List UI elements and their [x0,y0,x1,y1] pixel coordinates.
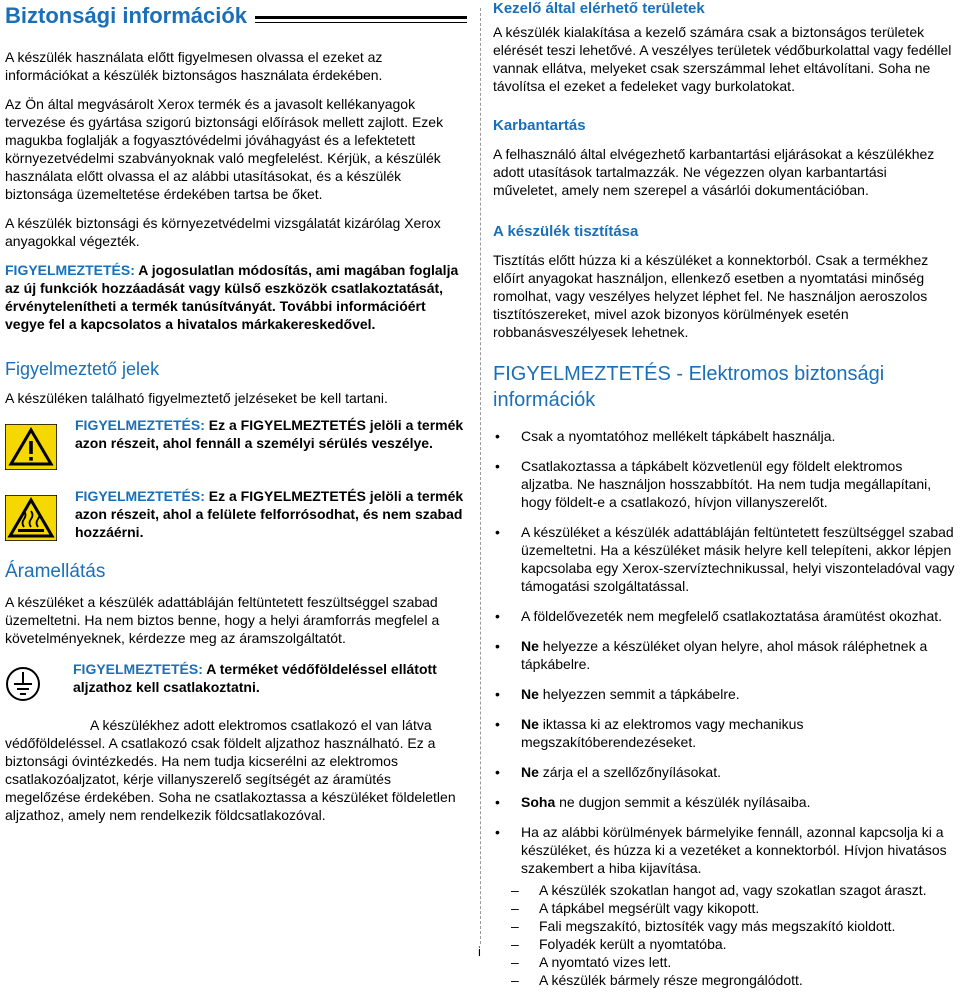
ground-warning [5,660,467,702]
column-divider [480,8,481,944]
warning-sign-1-desc: Ez a FIGYELMEZTETÉS jelöli a termék azon részeit, ahol fennáll a személyi sérülés veszélye. [75,417,464,451]
intro-paragraph-1: A készülék használata előtt figyelmesen olvassa el ezeket az információkat a készülék biztonságos használata érdekében. [5,49,383,83]
list-item: • Ne helyezzen semmit a tápkábelre. [493,685,955,703]
list-item: • Ne zárja el a szellőzőnyílásokat. [493,763,955,781]
ground-warning-desc: A terméket védőföldeléssel ellátott aljzathoz kell csatlakoztatni. [73,661,437,695]
page-number: i [478,944,481,959]
power-paragraph: A készüléket a készülék adattábláján feltüntetett feszültséggel szabad üzemeltetni. Ha nem biztos benne, hogy a helyi áramforrás megfelel a követelményeknek, kérdezze meg az áramszolgáltatót. [5,594,440,646]
list-item: • Csatlakoztassa a tápkábelt közvetlenül egy földelt elektromos aljzatba. Ne használjon hosszabbítót. Ha nem tudja megállapítani, hogy földelt-e a csatlakozó, hívjon villanyszerelőt. [493,457,955,511]
access-heading: Kezelő által elérhető területek [493,0,705,17]
sub-list-item: – A nyomtató vizes lett. [511,953,955,971]
list-item: • Ha az alábbi körülmények bármelyike fennáll, azonnal kapcsolja ki a készüléket, és húzza ki a vezetéket a konnektorból. Hívjon hivatásos szakembert a hiba kijavítása. – A készülék szokatlan hangot ad, vagy szokatlan szagot áraszt. – A tápkábel megsérült vagy kikopott. – Fali megszakító, biztosíték vagy más megszakító kioldott. – Folyadék került a nyomtatóba. – A nyomtató vizes lett. – A készülék bármely része megrongálódott. [493,823,955,989]
list-item: • A földelővezeték nem megfelelő csatlakoztatása áramütést okozhat. [493,607,955,625]
left-column [5,0,467,824]
list-item: • Ne iktassa ki az elektromos vagy mechanikus megszakítóberendezéseket. [493,715,955,751]
warning-signs-intro: A készüléken található figyelmeztető jelzéseket be kell tartani. [5,390,388,406]
intro-paragraph-3: A készülék biztonsági és környezetvédelmi vizsgálatát kizárólag Xerox anyagokkal végezték. [5,215,441,249]
sub-list-item: – A készülék szokatlan hangot ad, vagy szokatlan szagot áraszt. [511,881,955,899]
title-row [5,0,467,29]
warning-sign-2-label: FIGYELMEZTETÉS: [75,488,205,504]
sub-list-item: – A készülék bármely része megrongálódott. [511,971,955,989]
electrical-safety-list [493,427,955,989]
list-item: • Soha ne dugjon semmit a készülék nyílásaiba. [493,793,955,811]
warning-sign-1-label: FIGYELMEZTETÉS: [75,417,205,433]
protective-earth-icon [5,666,41,702]
ground-paragraph: A készülékhez adott elektromos csatlakozó el van látva védőföldeléssel. A csatlakozó csak földelt aljzathoz használható. Ez a biztonsági óvintézkedés. Ha nem tudja kicserélni az elektromos csatlakozóaljzatot, kérje villanyszerelő segítségét az áramütés megelőzése érdekében. Soha ne csatlakoztassa a készüléket földeletlen aljzathoz, amely nem rendelkezik földcsatlakozóval. [5,717,456,823]
list-item: • Csak a nyomtatóhoz mellékelt tápkábelt használja. [493,427,955,445]
warning-sign-2-desc: Ez a FIGYELMEZTETÉS jelöli a termék azon részeit, ahol a felülete felforrósodhat, és nem szabad hozzáérni. [75,488,464,540]
page-title: Biztonsági információk [5,3,248,28]
list-item: • Ne helyezze a készüléket olyan helyre, ahol mások ráléphetnek a tápkábelre. [493,637,955,673]
right-column [493,0,955,1001]
title-rule [255,16,467,23]
sub-list-item: – A tápkábel megsérült vagy kikopott. [511,899,955,917]
warning-signs-heading: Figyelmeztető jelek [5,359,160,379]
maintenance-heading: Karbantartás [493,117,586,134]
electrical-safety-heading: FIGYELMEZTETÉS - Elektromos biztonsági információk [493,363,885,411]
maintenance-paragraph: A felhasználó által elvégezhető karbantartási eljárásokat a készülékhez adott utasítások tartalmazzák. Ne végezzen olyan karbantartási műveletet, amely nem szerepel a vásárlói dokumentációban. [493,146,935,198]
power-heading: Áramellátás [5,561,106,582]
cleaning-paragraph: Tisztítás előtt húzza ki a készüléket a konnektorból. Csak a termékhez előírt anyagokat használjon, ellenkező esetben a nyomtatási minőség romolhat, vagy veszélyes helyzet léphet fel. Ne használjon aeroszolos tisztítószereket, mivel azok bizonyos körülmények esetén robbanásveszélyesek lehetnek. [493,252,929,340]
hot-surface-icon [5,495,57,541]
modification-warning [5,261,467,333]
warning-sign-2-text [75,487,467,541]
warning-triangle-icon [5,424,57,470]
sub-list-item: – Fali megszakító, biztosíték vagy más megszakító kioldott. [511,917,955,935]
warning-sign-2 [5,487,467,541]
warning-sign-1 [5,416,467,470]
access-paragraph: A készülék kialakítása a kezelő számára csak a biztonságos területek elérését teszi lehetővé. A veszélyes területek védőburkolattal vagy fedéllel vannak ellátva, melyeket csak szerszámmal lehet eltávolítani. Soha ne távolítsa el ezeket a fedeleket vagy burkolatokat. [493,24,952,94]
ground-warning-text [73,660,467,696]
intro-paragraph-2: Az Ön által megvásárolt Xerox termék és a javasolt kellékanyagok tervezése és gyártása szigorú biztonsági előírások mellett zajlott. Ezek magukba foglalják a fogyasztóvédelmi jóváhagyást és a lefektetett környezetvédelmi szabványoknak való megfelelést. Kérjük, a készülék használata előtt olvassa el az alábbi utasításokat, és a készülék biztonsága üzemeltetése érdekében tartsa be őket. [5,96,444,202]
warning-sign-1-text [75,416,467,452]
cleaning-heading: A készülék tisztítása [493,223,639,240]
list-item: • A készüléket a készülék adattábláján feltüntetett feszültséggel szabad üzemeltetni. Ha a készüléket másik helyre kell telepíteni, akkor lépjen kapcsolaba egy Xerox-szervíztechnikussal, helyi viszonteladóval vagy támogatási szolgáltatással. [493,523,955,595]
sub-list-item: – Folyadék került a nyomtatóba. [511,935,955,953]
fault-conditions-list [511,881,955,989]
warning-label: FIGYELMEZTETÉS: [5,262,135,278]
ground-warning-label: FIGYELMEZTETÉS: [73,661,203,677]
warning-text: A jogosulatlan módosítás, ami magában foglalja az új funkciók hozzáadását vagy külső eszközök csatlakoztatását, érvénytelenítheti a termék tanúsítványát. További információért vegye fel a kapcsolatos a hivatalos márkakereskedővel. [5,262,459,332]
